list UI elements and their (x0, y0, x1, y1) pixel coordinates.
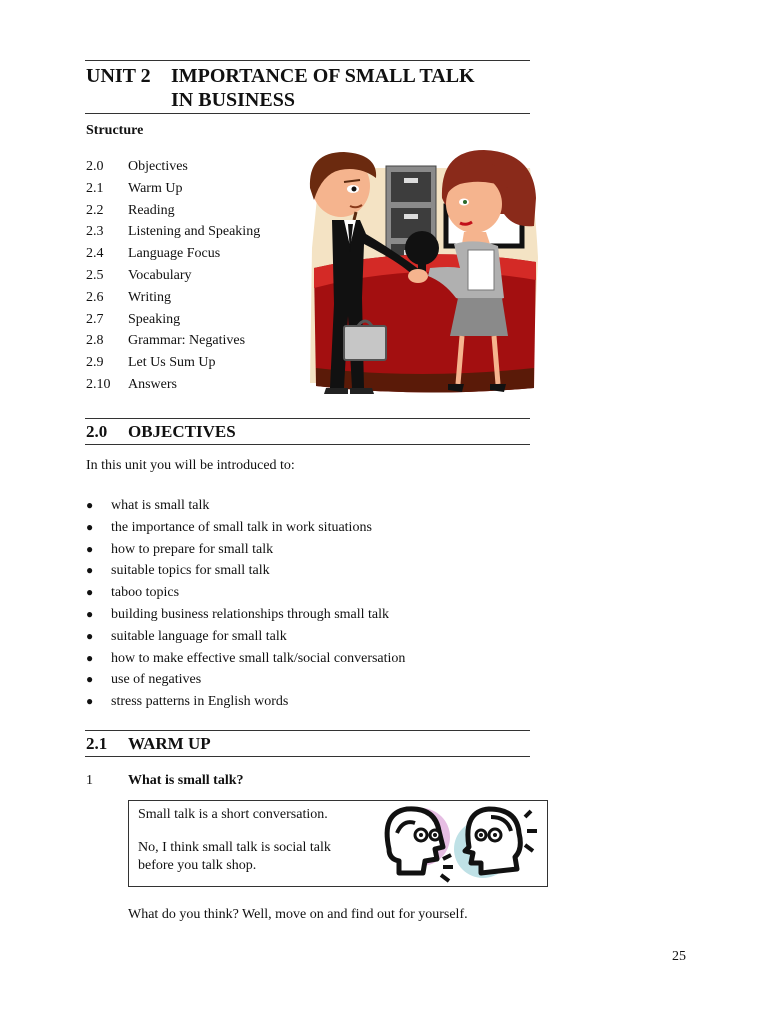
list-item-text: how to make effective small talk/social conversation (111, 650, 406, 666)
section-number: 2.0 (86, 422, 108, 441)
toc-number: 2.8 (86, 333, 104, 349)
toc-label: Let Us Sum Up (128, 355, 216, 371)
objectives-intro: In this unit you will be introduced to: (86, 458, 295, 473)
list-item-text: suitable language for small talk (111, 628, 287, 644)
toc-number: 2.1 (86, 180, 104, 196)
toc-number: 2.2 (86, 202, 104, 218)
two-people-talking-icon (377, 803, 539, 883)
list-item-text: taboo topics (111, 585, 180, 601)
list-item-text: what is small talk (111, 498, 210, 513)
dialogue-box (128, 800, 548, 887)
objectives-bottom-rule (85, 444, 530, 445)
list-item (86, 691, 405, 713)
section-number: 2.1 (86, 734, 108, 753)
toc-item (86, 243, 260, 265)
toc-label: Listening and Speaking (128, 224, 261, 240)
list-item (86, 626, 405, 648)
bullet-icon: ● (86, 519, 94, 534)
dialogue-line: No, I think small talk is social talk (138, 840, 331, 855)
dialogue-line: before you talk shop. (138, 858, 257, 873)
toc-item (86, 287, 260, 309)
list-item-text: stress patterns in English words (111, 694, 289, 710)
toc-item (86, 309, 260, 331)
toc-label: Reading (128, 202, 175, 218)
list-item-text: use of negatives (111, 672, 202, 688)
question-number: 1 (86, 773, 93, 788)
toc-item (86, 265, 260, 287)
toc-number: 2.9 (86, 355, 104, 371)
toc-label: Objectives (128, 159, 188, 174)
section-title: OBJECTIVES (128, 422, 236, 441)
bullet-icon: ● (86, 541, 94, 556)
toc-label: Grammar: Negatives (128, 333, 246, 349)
bullet-icon: ● (86, 628, 94, 643)
toc-item (86, 200, 260, 222)
list-item (86, 560, 405, 582)
list-item-text: how to prepare for small talk (111, 541, 274, 557)
unit-title-line1: IMPORTANCE OF SMALL TALK (171, 65, 475, 87)
bullet-icon: ● (86, 672, 94, 687)
bullet-icon: ● (86, 606, 94, 621)
toc-label: Language Focus (128, 246, 221, 262)
toc-item (86, 330, 260, 352)
list-item-text: the importance of small talk in work situations (111, 519, 372, 535)
warmup-top-rule (85, 730, 530, 731)
unit-title-line2: IN BUSINESS (171, 89, 295, 111)
list-item (86, 517, 405, 539)
toc-label: Speaking (128, 311, 181, 327)
toc-number: 2.4 (86, 246, 104, 262)
list-item (86, 495, 405, 517)
toc-item (86, 374, 260, 396)
structure-list (86, 156, 260, 396)
bullet-icon: ● (86, 694, 94, 709)
objectives-heading (86, 422, 236, 442)
business-handshake-illustration (300, 148, 540, 396)
toc-number: 2.7 (86, 311, 104, 327)
toc-label: Warm Up (128, 180, 183, 196)
dialogue-line: Small talk is a short conversation. (138, 807, 328, 822)
objectives-list (86, 495, 405, 713)
toc-label: Answers (128, 376, 177, 392)
toc-label: Vocabulary (128, 267, 192, 283)
bullet-icon: ● (86, 650, 94, 665)
toc-item (86, 156, 260, 178)
unit-heading-rule (85, 113, 530, 114)
objectives-top-rule (85, 418, 530, 419)
toc-number: 2.3 (86, 224, 104, 240)
warmup-heading (86, 734, 211, 754)
bullet-icon: ● (86, 498, 94, 512)
structure-title: Structure (86, 123, 144, 138)
list-item (86, 582, 405, 604)
closing-text: What do you think? Well, move on and find out for yourself. (128, 907, 468, 922)
page-number: 25 (672, 949, 686, 964)
question-text: What is small talk? (128, 773, 244, 788)
list-item-text: building business relationships through small talk (111, 606, 390, 622)
top-rule (85, 60, 530, 61)
list-item (86, 604, 405, 626)
section-title: WARM UP (128, 734, 211, 753)
toc-item (86, 221, 260, 243)
list-item (86, 539, 405, 561)
list-item (86, 669, 405, 691)
toc-item (86, 352, 260, 374)
toc-item (86, 178, 260, 200)
warmup-bottom-rule (85, 756, 530, 757)
toc-number: 2.10 (86, 376, 111, 392)
toc-number: 2.0 (86, 159, 104, 174)
toc-label: Writing (128, 289, 171, 305)
toc-number: 2.5 (86, 267, 104, 283)
bullet-icon: ● (86, 585, 94, 600)
bullet-icon: ● (86, 563, 94, 578)
list-item (86, 648, 405, 670)
unit-number: UNIT 2 (86, 65, 151, 87)
list-item-text: suitable topics for small talk (111, 563, 270, 579)
toc-number: 2.6 (86, 289, 104, 305)
